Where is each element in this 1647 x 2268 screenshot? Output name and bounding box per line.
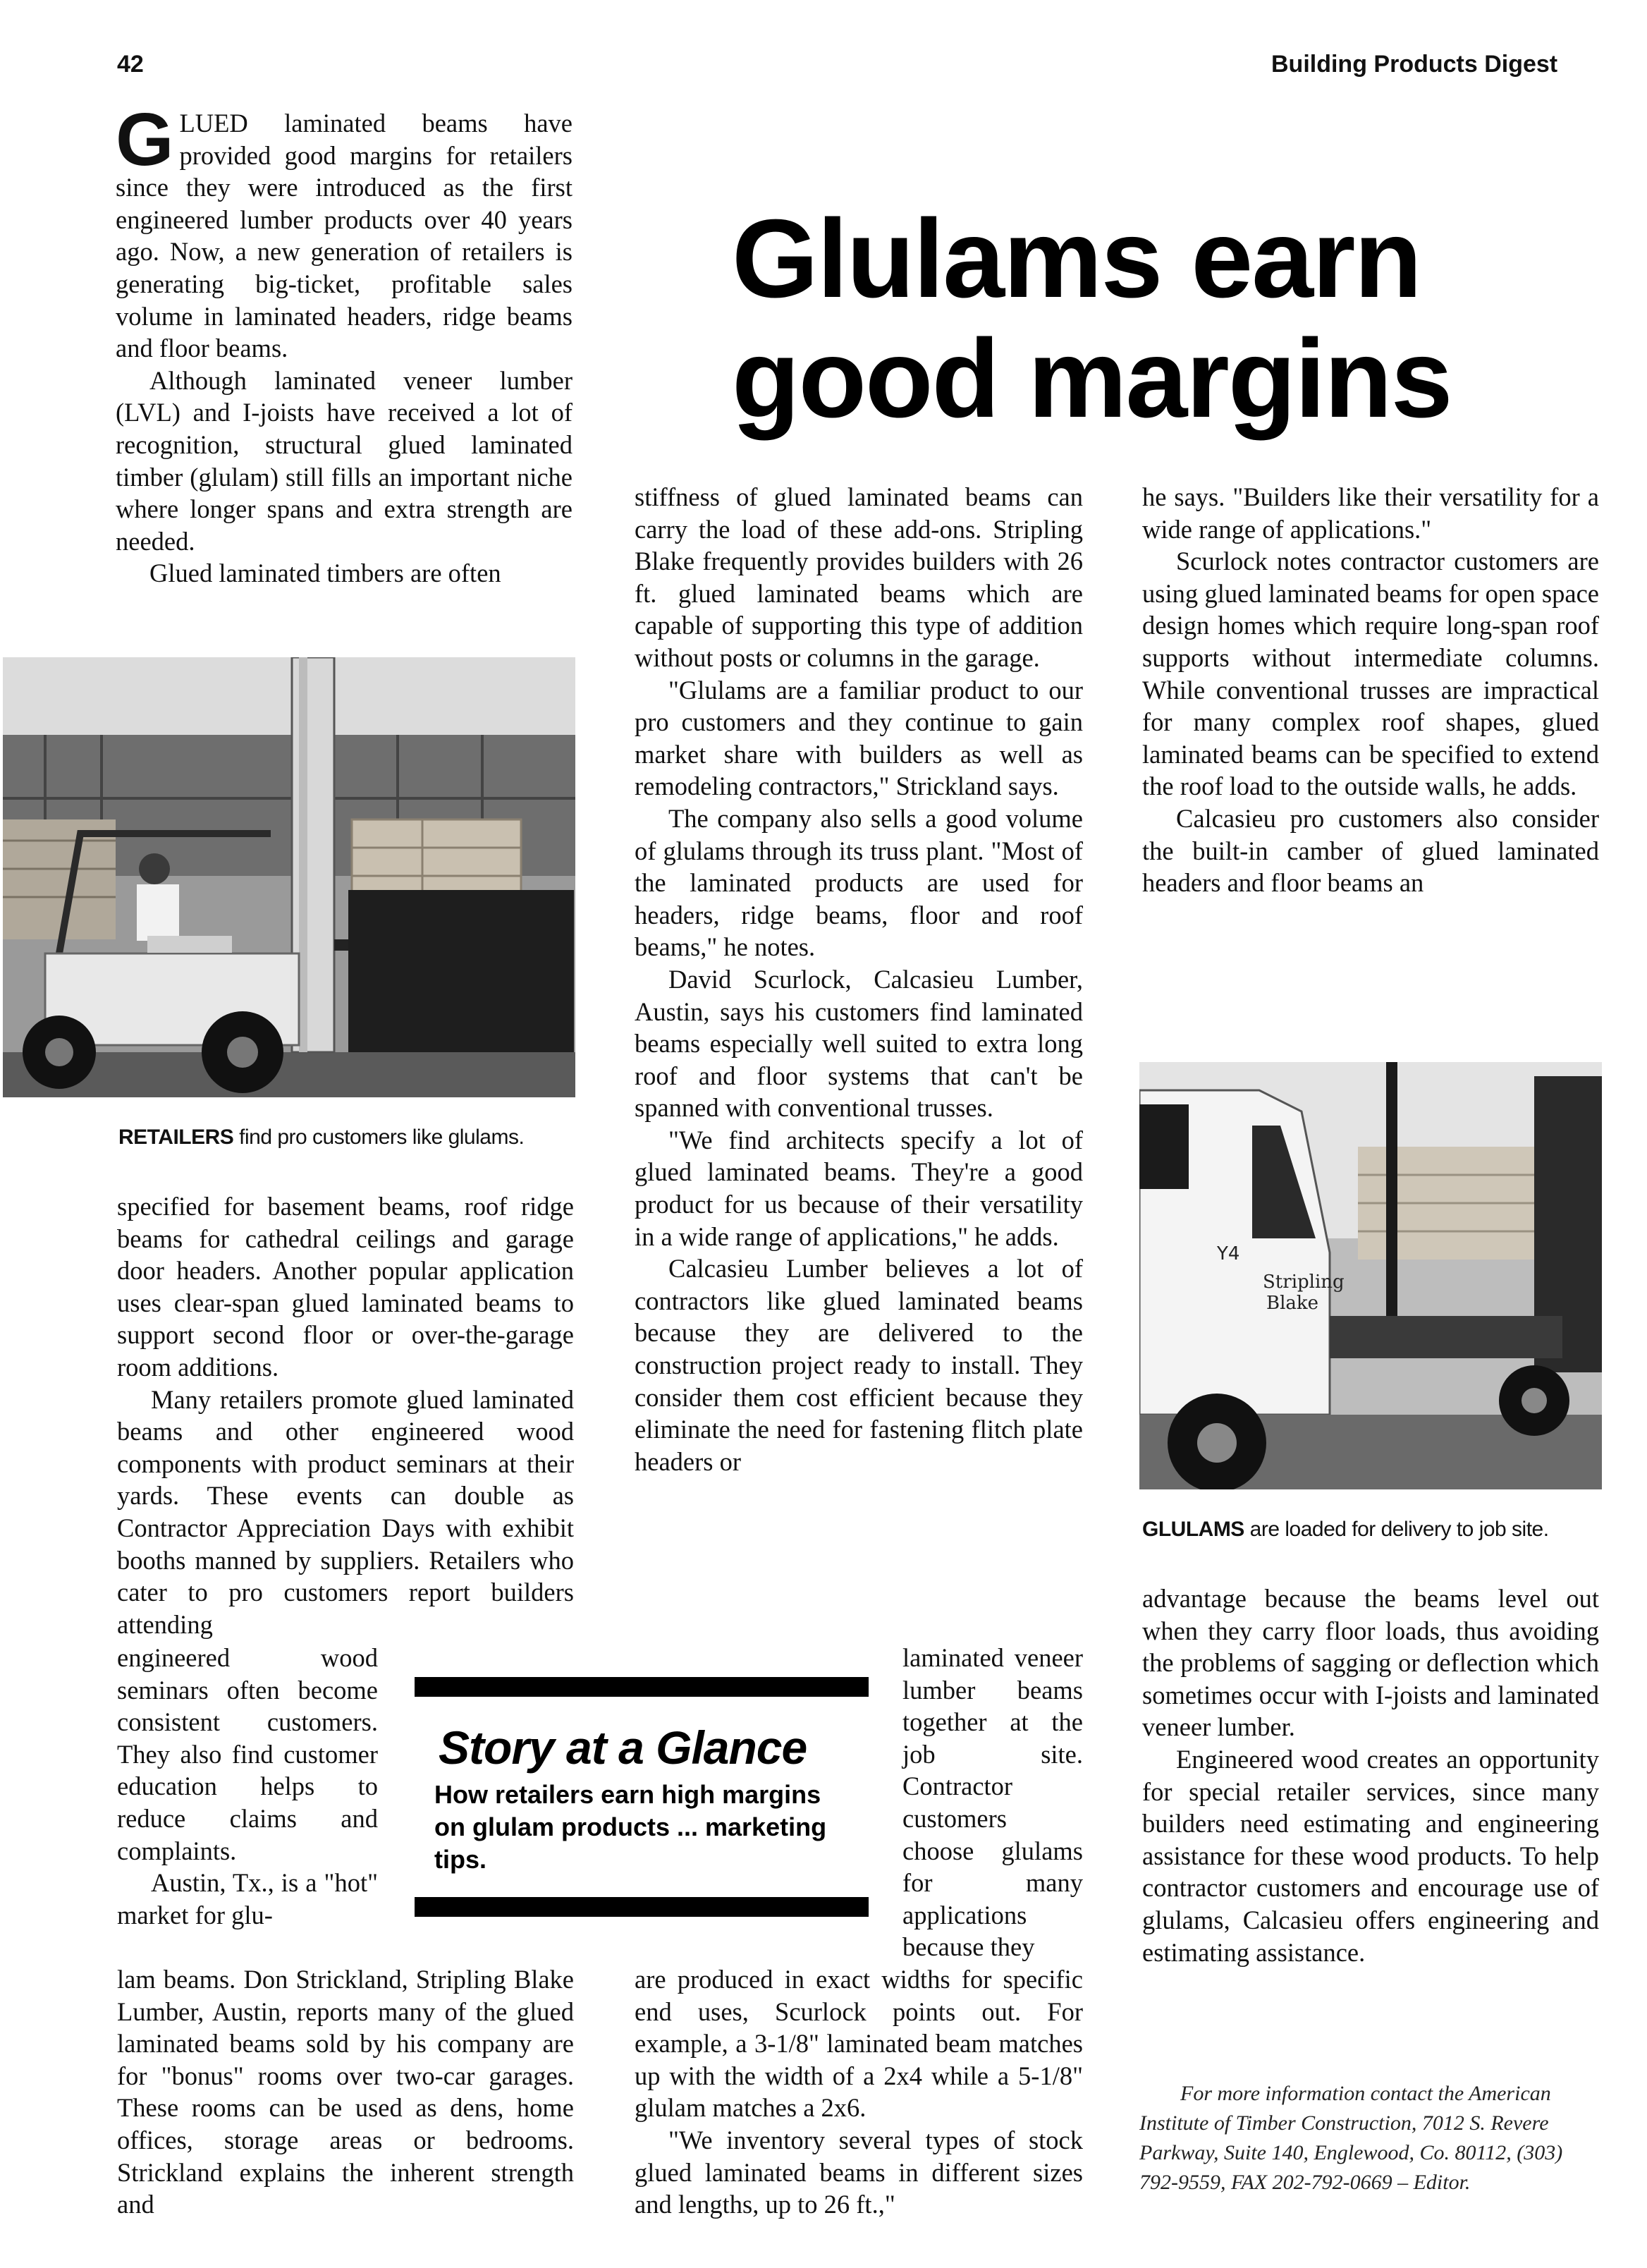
paragraph: Glued laminated timbers are often bbox=[149, 559, 501, 588]
column-2-end bbox=[635, 1963, 1083, 2221]
paragraph: Calcasieu pro customers also consider the built-in camber of glued laminated headers and floor beams an bbox=[1142, 803, 1599, 898]
title-line-2: good margins bbox=[732, 317, 1452, 441]
paragraph: David Scurlock, Calcasieu Lumber, Austin, says his customers find laminated beams especially well suited to extra long roof and floor systems that can't be spanned with conventional trusses. bbox=[635, 964, 1083, 1123]
paragraph: stiffness of glued laminated beams can carry the load of these add-ons. Stripling Blake frequently provides builders with 26 ft. glued laminated beams which are capable of supporting this type of addition without posts or columns in the garage. bbox=[635, 482, 1083, 672]
paragraph: specified for basement beams, roof ridge beams for cathedral ceilings and garage door headers. Another popular application uses clear-span glued laminated beams to support second floor or over-the-garage room additions. bbox=[117, 1192, 574, 1382]
glance-summary: How retailers earn high margins on glulam products ... marketing tips. bbox=[434, 1780, 827, 1874]
glance-top-rule bbox=[415, 1677, 869, 1697]
truck-illustration bbox=[1139, 1062, 1602, 1489]
truck-logo-blake: Blake bbox=[1266, 1293, 1319, 1314]
truck-number: Y4 bbox=[1217, 1243, 1240, 1264]
glance-title: Story at a Glance bbox=[439, 1721, 807, 1774]
paragraph: The company also sells a good volume of glulams through its truss plant. "Most of the laminated products are used for headers, ridge beams, floor and roof beams," he notes. bbox=[635, 803, 1083, 962]
publication-name: Building Products Digest bbox=[1271, 51, 1558, 78]
photo-1-caption: RETAILERS find pro customers like glulams. bbox=[118, 1126, 525, 1149]
drop-cap: G bbox=[116, 98, 174, 181]
forklift-illustration bbox=[3, 657, 575, 1097]
column-3-bottom bbox=[1142, 1583, 1599, 1968]
paragraph: Scurlock notes contractor customers are using glued laminated beams for open space design homes which require long-span roof supports without intermediate columns. While conventional trusses are impractical for many complex roof shapes, glued laminated beams can be specified to extend the roof load to the outside walls, he adds. bbox=[1142, 547, 1599, 801]
glance-bottom-rule bbox=[415, 1897, 869, 1917]
column-1-bottom bbox=[117, 1190, 574, 1640]
paragraph: Although laminated veneer lumber (LVL) and I-joists have received a lot of recognition, structural glued laminated timber (glulam) still fills an important niche where longer spans and extra strength are needed. bbox=[116, 365, 573, 556]
contact-note: For more information contact the American Institute of Timber Construction, 7012 S. Revere Parkway, Suite 140, Englewood, Co. 80112, (303) 792-9559, FAX 202-792-0669 – Editor. bbox=[1139, 2082, 1563, 2194]
photo-2-caption: GLULAMS are loaded for delivery to job site. bbox=[1142, 1518, 1549, 1541]
column-2-narrow bbox=[902, 1642, 1083, 1963]
paragraph: are produced in exact widths for specific end uses, Scurlock points out. For example, a 3-1/8" laminated beam matches up with the width of a 2x4 while a 5-1/8" glulam matches a 2x6. bbox=[635, 1965, 1083, 2123]
paragraph: Austin, Tx., is a "hot" market for glu- bbox=[117, 1868, 378, 1929]
column-3-top bbox=[1142, 481, 1599, 899]
paragraph: laminated veneer lumber beams together at the job site. Contractor customers choose glulams for many applications because they bbox=[902, 1643, 1083, 1962]
truck-photo bbox=[1139, 1062, 1602, 1489]
lead-paragraph: GLUED laminated beams have provided good margins for retailers since they were introduced as the first engineered lumber products over 40 years ago. Now, a new generation of retailers is generating big-ticket, profitable sales volume in laminated headers, ridge beams and floor beams. bbox=[116, 98, 573, 363]
paragraph: engineered wood seminars often become consistent customers. They also find customer education helps to reduce claims and complaints. bbox=[117, 1643, 378, 1865]
forklift-photo bbox=[3, 657, 575, 1097]
paragraph: "Glulams are a familiar product to our pro customers and they continue to gain market share with builders as well as remodeling contractors," Strickland says. bbox=[635, 675, 1083, 801]
paragraph: Many retailers promote glued laminated beams and other engineered wood components with product seminars at their yards. These events can double as Contractor Appreciation Days with exhibit booths manned by suppliers. Retailers who cater to pro customers report builders attending bbox=[117, 1384, 574, 1639]
column-1-end bbox=[117, 1963, 574, 2221]
paragraph: lam beams. Don Strickland, Stripling Blake Lumber, Austin, reports many of the glued laminated beams sold by his company are for "bonus" rooms over two-car garages. These rooms can be used as dens, home offices, storage areas or bedrooms. Strickland explains the inherent strength and bbox=[117, 1965, 574, 2219]
paragraph: "We inventory several types of stock glued laminated beams in different sizes and lengths, up to 26 ft.," bbox=[635, 2125, 1083, 2219]
column-1-narrow bbox=[117, 1642, 378, 1931]
title-line-1: Glulams earn bbox=[732, 197, 1421, 321]
column-2-top bbox=[635, 481, 1083, 1477]
paragraph: Engineered wood creates an opportunity for special retailer services, since many builders need estimating and engineering assistance for these wood products. To help contractor customers and encourage use of glulams, Calcasieu offers engineering and estimating assistance. bbox=[1142, 1744, 1599, 1967]
paragraph: advantage because the beams level out when they carry floor loads, thus avoiding the problems of sagging or deflection which sometimes occur with I-joists and laminated veneer lumber. bbox=[1142, 1584, 1599, 1742]
paragraph: he says. "Builders like their versatility for a wide range of applications." bbox=[1142, 482, 1599, 544]
paragraph: Calcasieu Lumber believes a lot of contractors like glued laminated beams because they are delivered to the construction project ready to install. They consider them cost efficient because they eliminate the need for fastening flitch plate headers or bbox=[635, 1254, 1083, 1476]
article-title bbox=[732, 199, 1550, 439]
truck-logo-stripling: Stripling bbox=[1263, 1272, 1345, 1293]
column-1-top bbox=[116, 98, 573, 590]
page-number: 42 bbox=[117, 51, 144, 78]
paragraph: "We find architects specify a lot of glued laminated beams. They're a good product for us because of their versatility in a wide range of applications," he adds. bbox=[635, 1125, 1083, 1251]
